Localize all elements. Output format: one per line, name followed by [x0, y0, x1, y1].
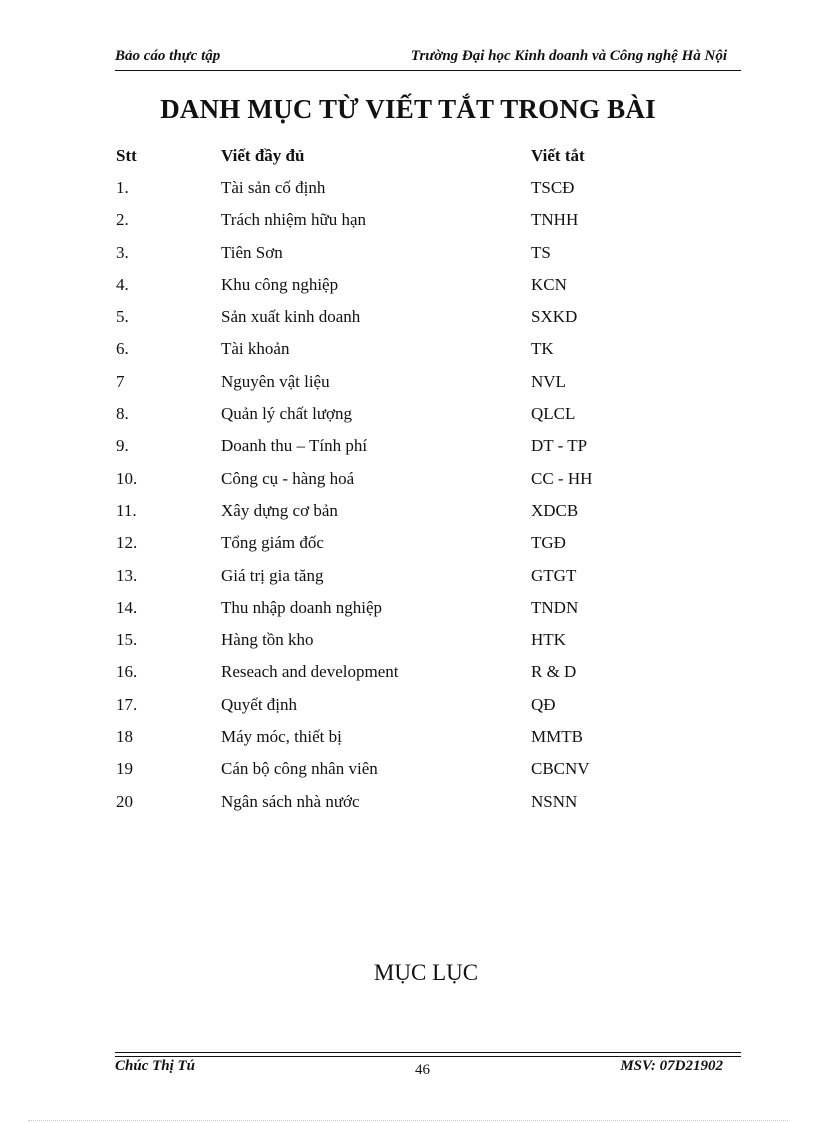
header-right-text: Trường Đại học Kinh doanh và Công nghệ Hà Nội	[410, 48, 727, 64]
table-header-row	[116, 146, 716, 178]
table-row	[116, 759, 716, 791]
abbreviation-table	[116, 146, 716, 824]
row-full-form: Tài sản cố định	[221, 178, 326, 197]
row-full-form: Tài khoản	[221, 339, 290, 359]
row-abbreviation: KCN	[531, 274, 567, 294]
row-stt: 12.	[116, 533, 138, 553]
table-row	[116, 339, 716, 371]
table-row	[116, 727, 716, 759]
row-stt: 1.	[116, 178, 129, 197]
page-footer	[115, 1058, 741, 1080]
row-full-form: Reseach and development	[221, 662, 399, 682]
footer-student-id: MSV: 07D21902	[620, 1058, 723, 1074]
row-stt: 17.	[116, 694, 138, 714]
row-stt: 4.	[116, 274, 129, 294]
section-title-contents: MỤC LỤC	[373, 960, 479, 985]
row-abbreviation: QĐ	[531, 694, 556, 714]
table-row	[116, 533, 716, 565]
table-row	[116, 178, 716, 210]
row-abbreviation: TNHH	[531, 210, 579, 230]
row-full-form: Quyết định	[221, 694, 298, 714]
row-full-form: Khu công nghiệp	[221, 274, 339, 294]
row-stt: 18	[116, 727, 133, 747]
row-abbreviation: SXKD	[531, 307, 578, 327]
row-abbreviation: TNDN	[531, 597, 579, 617]
row-full-form: Hàng tồn kho	[221, 630, 314, 650]
row-full-form: Thu nhập doanh nghiệp	[221, 597, 382, 617]
row-stt: 15.	[116, 630, 138, 650]
row-abbreviation: TGĐ	[531, 533, 566, 553]
row-full-form: Máy móc, thiết bị	[221, 727, 342, 747]
header-stt: Stt	[116, 146, 137, 165]
row-stt: 8.	[116, 404, 129, 424]
row-full-form: Doanh thu – Tính phí	[221, 436, 368, 456]
row-full-form: Tiên Sơn	[221, 242, 283, 262]
row-full-form: Ngân sách nhà nước	[221, 791, 360, 811]
footer-author: Chúc Thị Tú	[115, 1058, 196, 1074]
row-abbreviation: TSCĐ	[531, 178, 575, 197]
header-divider	[115, 70, 741, 71]
row-abbreviation: MMTB	[531, 727, 583, 747]
row-abbreviation: TS	[531, 242, 551, 262]
row-stt: 6.	[116, 339, 129, 359]
table-row	[116, 372, 716, 404]
table-row	[116, 307, 716, 339]
row-full-form: Giá trị gia tăng	[221, 565, 324, 585]
row-stt: 10.	[116, 468, 138, 488]
row-full-form: Nguyên vật liệu	[221, 371, 330, 391]
row-abbreviation: CBCNV	[531, 759, 590, 779]
footer-divider-bottom	[115, 1056, 741, 1057]
table-row	[116, 404, 716, 436]
row-abbreviation: GTGT	[531, 565, 577, 585]
table-row	[116, 695, 716, 727]
row-stt: 3.	[116, 242, 129, 262]
table-row	[116, 501, 716, 533]
row-full-form: Công cụ - hàng hoá	[221, 468, 355, 488]
row-stt: 14.	[116, 597, 138, 617]
table-row	[116, 436, 716, 468]
row-abbreviation: DT - TP	[531, 436, 588, 456]
row-full-form: Sản xuất kinh doanh	[221, 307, 361, 327]
page-edge-dots	[28, 1120, 788, 1121]
table-row	[116, 630, 716, 662]
row-stt: 11.	[116, 500, 137, 520]
row-full-form: Quản lý chất lượng	[221, 404, 353, 424]
row-abbreviation: QLCL	[531, 404, 576, 424]
row-abbreviation: NSNN	[531, 791, 578, 811]
table-row	[116, 662, 716, 694]
row-stt: 16.	[116, 662, 138, 682]
row-full-form: Xây dựng cơ bản	[221, 500, 338, 520]
page-number: 46	[415, 1062, 430, 1078]
table-row	[116, 275, 716, 307]
row-abbreviation: HTK	[531, 630, 566, 650]
header-left-text: Bảo cáo thực tập	[115, 48, 221, 64]
header-full-form: Viết đầy đủ	[221, 146, 305, 165]
row-full-form: Tổng giám đốc	[221, 533, 324, 553]
table-row	[116, 566, 716, 598]
row-full-form: Cán bộ công nhân viên	[221, 759, 378, 779]
footer-divider-top	[115, 1052, 741, 1053]
row-stt: 7	[116, 371, 125, 391]
row-abbreviation: CC - HH	[531, 468, 593, 488]
header-abbreviation: Viết tắt	[531, 146, 585, 165]
row-abbreviation: R & D	[531, 662, 577, 682]
row-stt: 5.	[116, 307, 129, 327]
table-row	[116, 469, 716, 501]
row-stt: 19	[116, 759, 133, 779]
row-abbreviation: XDCB	[531, 500, 579, 520]
row-stt: 2.	[116, 210, 129, 230]
row-full-form: Trách nhiệm hữu hạn	[221, 210, 367, 230]
page-title: DANH MỤC TỪ VIẾT TẮT TRONG BÀI	[160, 94, 656, 124]
table-row	[116, 598, 716, 630]
table-row	[116, 210, 716, 242]
row-abbreviation: NVL	[531, 371, 566, 391]
page-header	[115, 48, 741, 70]
table-row	[116, 243, 716, 275]
row-stt: 20	[116, 791, 133, 811]
row-stt: 13.	[116, 565, 138, 585]
row-abbreviation: TK	[531, 339, 554, 359]
table-row	[116, 792, 716, 824]
row-stt: 9.	[116, 436, 129, 456]
